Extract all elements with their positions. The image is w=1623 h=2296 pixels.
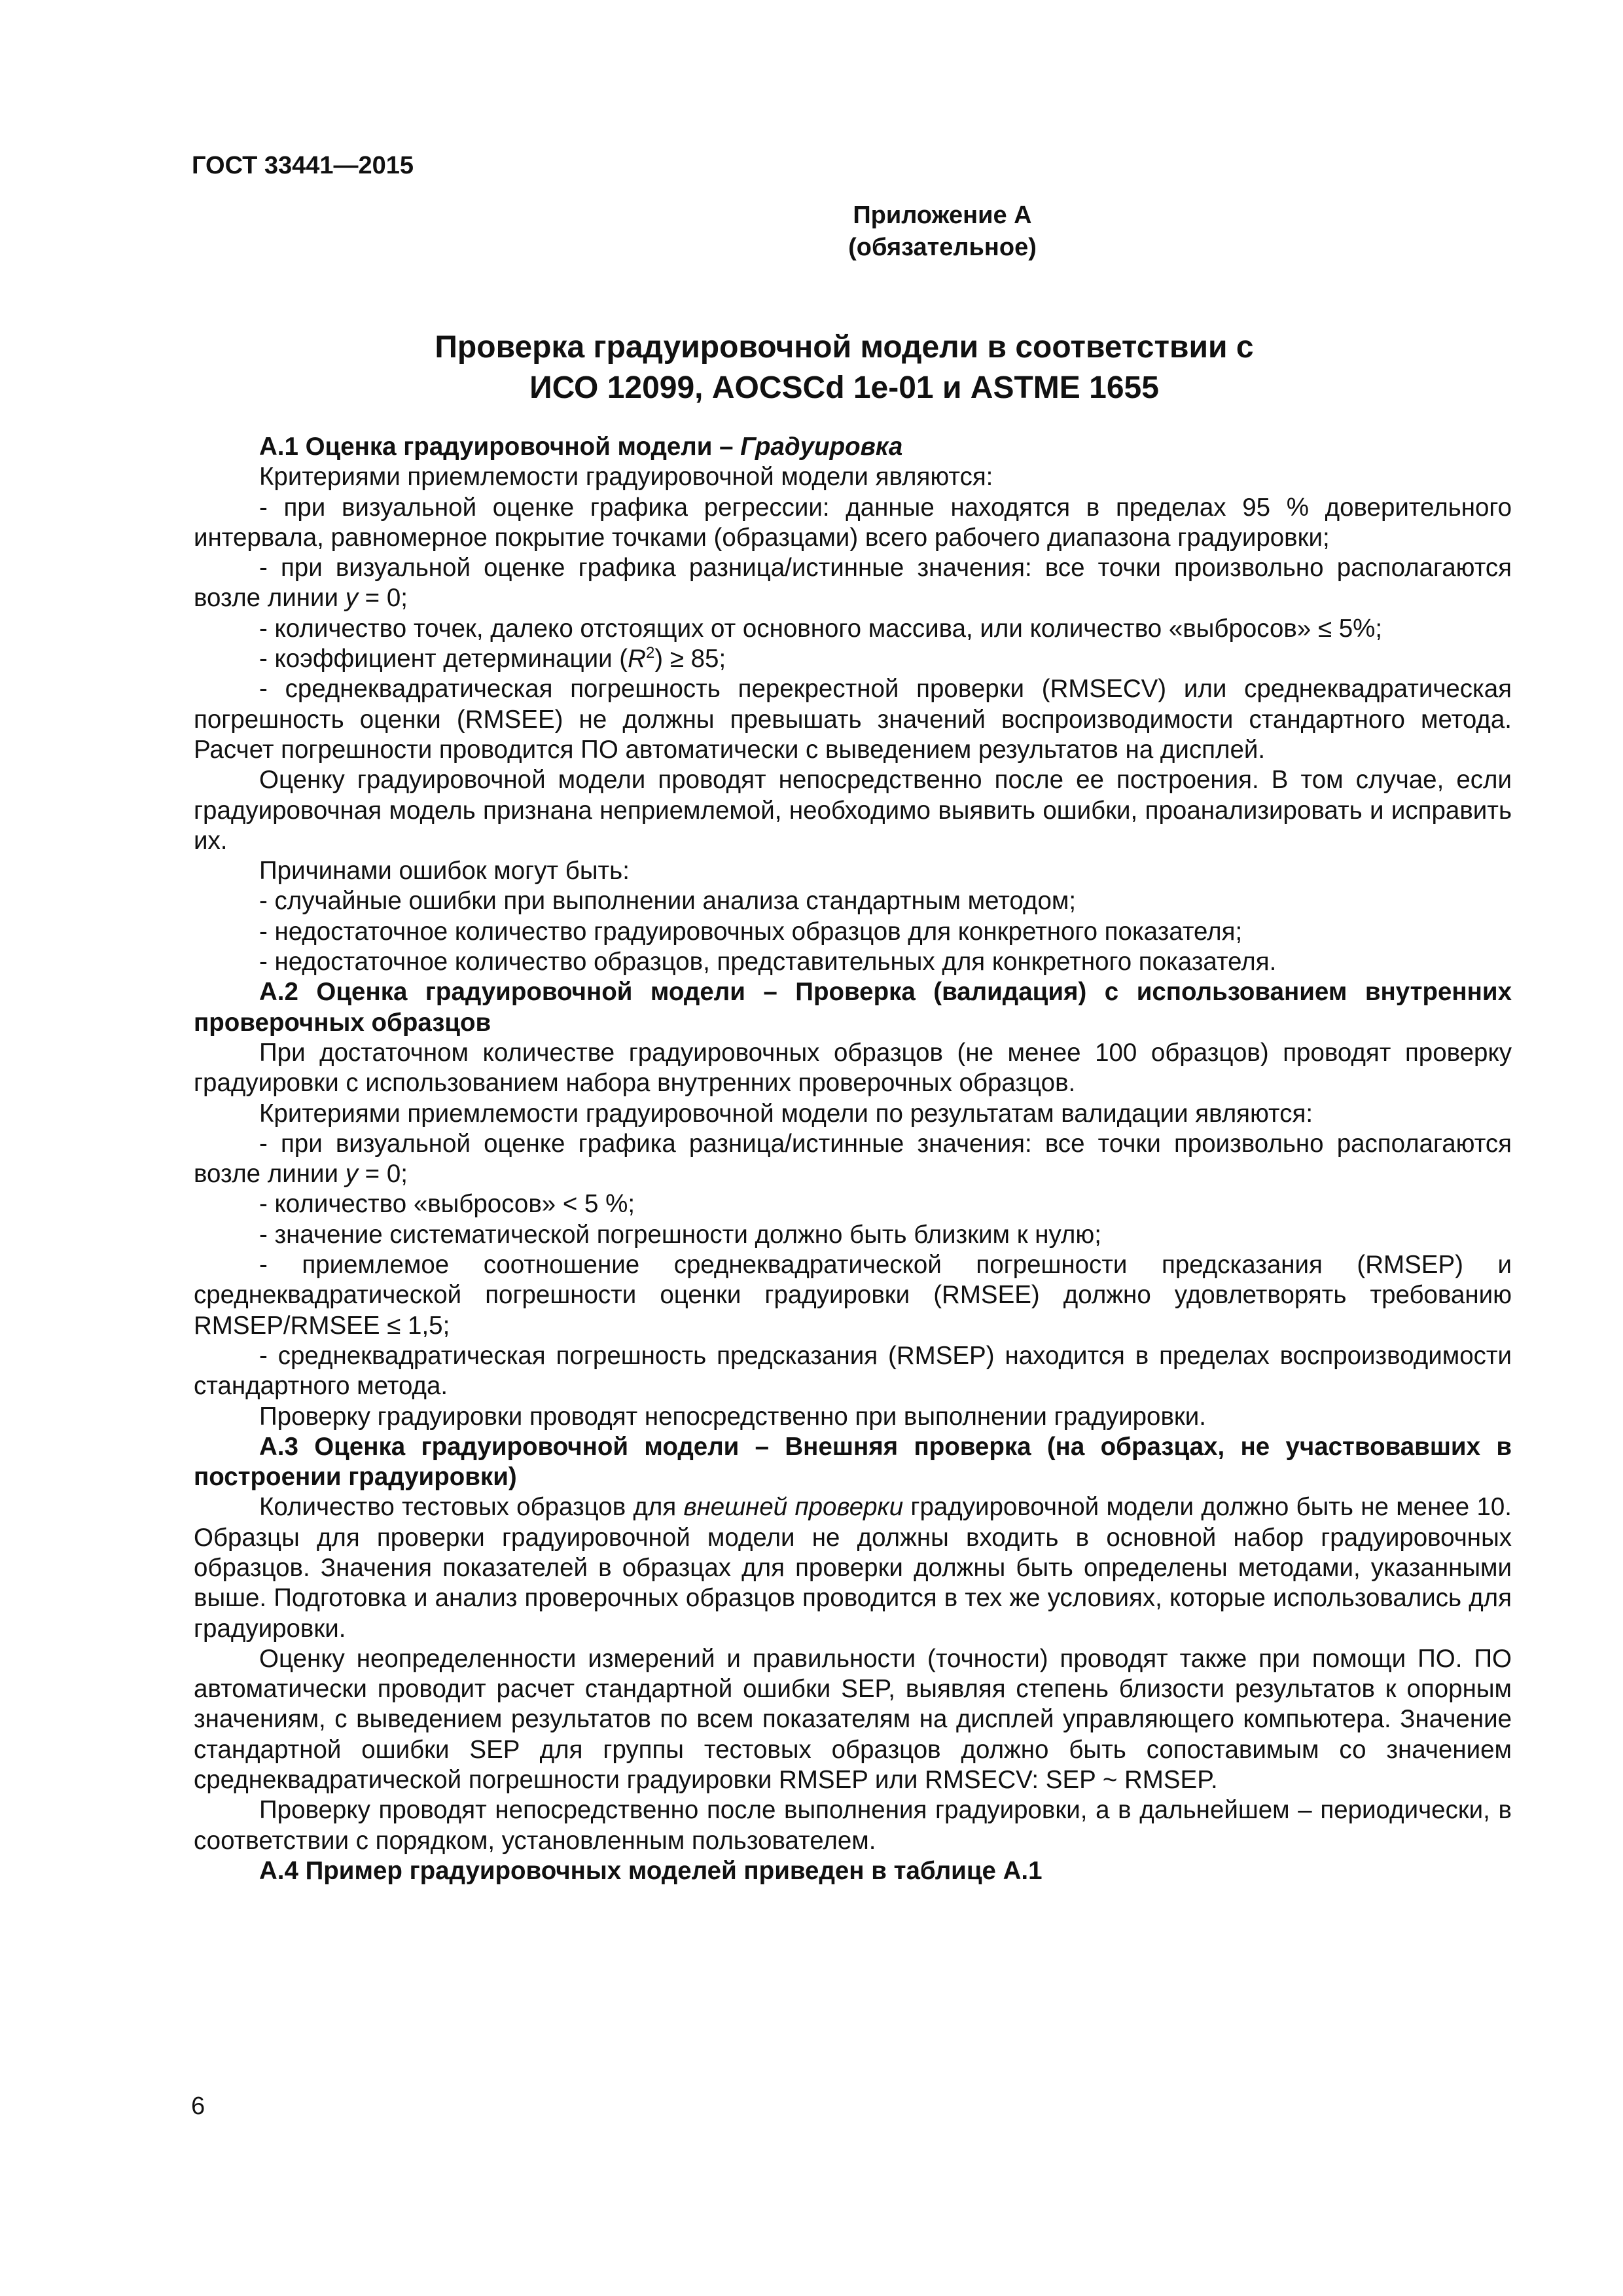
section-a2-paragraph: При достаточном количестве градуировочных образцов (не менее 100 образцов) проводят проверку градуировки с использованием набора внутренних проверочных образцов. bbox=[194, 1038, 1512, 1098]
section-a3-heading: А.3 Оценка градуировочной модели – Внешняя проверка (на образцах, не участвовавших в построении градуировки) bbox=[194, 1432, 1512, 1492]
annex-label: Приложение А bbox=[853, 202, 1032, 229]
document-id-header: ГОСТ 33441—2015 bbox=[192, 152, 414, 179]
section-a2-criteria-intro: Критериями приемлемости градуировочной модели по результатам валидации являются: bbox=[259, 1099, 1313, 1128]
section-a2-criterion-2: - количество «выбросов» < 5 %; bbox=[259, 1190, 635, 1219]
annex-heading bbox=[458, 200, 1427, 264]
section-a1-criterion-5: - среднеквадратическая погрешность перекрестной проверки (RMSECV) или среднеквадратическая погрешность оценки (RMSEE) не должны превышать значений воспроизводимости стандартного метода. Расчет погрешности проводится ПО автоматически с выведением результатов на дисплей. bbox=[194, 675, 1512, 764]
page-number: 6 bbox=[191, 2092, 205, 2120]
section-a1-assessment: Оценку градуировочной модели проводят непосредственно после ее построения. В том случае, если градуировочная модель признана неприемлемой, необходимо выявить ошибки, проанализировать и исправить их. bbox=[194, 766, 1512, 855]
section-a2-criterion-5: - среднеквадратическая погрешность предсказания (RMSEP) находится в пределах воспроизводимости стандартного метода. bbox=[194, 1341, 1512, 1401]
section-a1-criterion-1: - при визуальной оценке графика регрессии: данные находятся в пределах 95 % доверительного интервала, равномерное покрытие точками (образцами) всего рабочего диапазона градуировки; bbox=[194, 493, 1512, 552]
section-a2-heading: А.2 Оценка градуировочной модели – Проверка (валидация) с использованием внутренних проверочных образцов bbox=[194, 978, 1512, 1037]
annex-title bbox=[327, 327, 1361, 408]
annex-status: (обязательное) bbox=[848, 234, 1037, 261]
section-a1-heading: А.1 Оценка градуировочной модели – Градуировка bbox=[259, 433, 903, 461]
section-a1-criterion-4: - коэффициент детерминации $(R^2) \ge 85$; bbox=[259, 644, 726, 673]
section-a2-criterion-4: - приемлемое соотношение среднеквадратической погрешности предсказания (RMSEP) и среднеквадратической погрешности оценки градуировки (RMSEE) должно удовлетворять требованию RMSEP/RMSEE ≤ 1,5; bbox=[194, 1251, 1512, 1340]
annex-title-line-1: Проверка градуировочной модели в соответствии с bbox=[435, 330, 1254, 365]
section-a3-paragraph-3: Проверку проводят непосредственно после выполнения градуировки, а в дальнейшем – периодически, в соответствии с порядком, установленным пользователем. bbox=[194, 1796, 1512, 1855]
document-body bbox=[194, 432, 1512, 1886]
annex-title-line-2: ИСО 12099, AOCSCd 1е-01 и ASTME 1655 bbox=[529, 370, 1159, 405]
section-a1-cause-2: - недостаточное количество градуировочных образцов для конкретного показателя; bbox=[259, 917, 1243, 946]
section-a1-criterion-3: - количество точек, далеко отстоящих от основного массива, или количество «выбросов» ≤ 5%; bbox=[259, 614, 1383, 643]
section-a1-cause-1: - случайные ошибки при выполнении анализа стандартным методом; bbox=[259, 887, 1077, 916]
section-a1-criteria-intro: Критериями приемлемости градуировочной модели являются: bbox=[259, 463, 993, 492]
section-a1-criterion-2: - при визуальной оценке графика разница/истинные значения: все точки произвольно располагаются возле линии y = 0; bbox=[194, 554, 1512, 613]
section-a4-heading: А.4 Пример градуировочных моделей приведен в таблице А.1 bbox=[259, 1856, 1043, 1885]
section-a3-paragraph-1: Количество тестовых образцов для внешней проверки градуировочной модели должно быть не менее 10. Образцы для проверки градуировочной модели не должны входить в основной набор градуировочных образцов. Значения показателей в образцах для проверки должны быть определены методами, указанными выше. Подготовка и анализ проверочных образцов проводится в тех же условиях, которые использовались для градуировки. bbox=[194, 1493, 1512, 1643]
section-a2-closing: Проверку градуировки проводят непосредственно при выполнении градуировки. bbox=[259, 1402, 1206, 1431]
section-a1-cause-3: - недостаточное количество образцов, представительных для конкретного показателя. bbox=[259, 948, 1277, 977]
section-a1-causes-intro: Причинами ошибок могут быть: bbox=[259, 857, 630, 886]
section-a3-paragraph-2: Оценку неопределенности измерений и правильности (точности) проводят также при помощи ПО. ПО автоматически проводит расчет стандартной ошибки SEP, выявляя степень близости результатов к опорным значениям, с выведением результатов по всем показателям на дисплей управляющего компьютера. Значение стандартной ошибки SEP для группы тестовых образцов должно быть сопоставимым со значением среднеквадратической погрешности градуировки RMSEP или RMSECV: SEP ~ RMSEP. bbox=[194, 1644, 1512, 1795]
section-a2-criterion-1: - при визуальной оценке графика разница/истинные значения: все точки произвольно располагаются возле линии y = 0; bbox=[194, 1129, 1512, 1189]
section-a2-criterion-3: - значение систематической погрешности должно быть близким к нулю; bbox=[259, 1220, 1101, 1249]
